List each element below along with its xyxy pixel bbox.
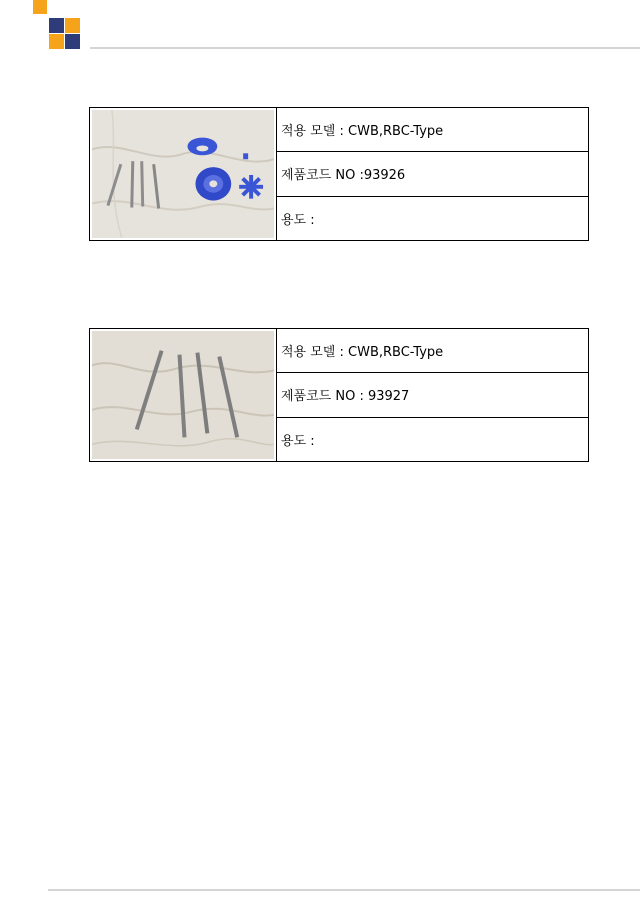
logo-square-orange-top [33, 0, 47, 14]
product-info-2 [277, 329, 588, 461]
footer-divider [48, 889, 640, 891]
model-row: 적용 모델 : CWB,RBC-Type [277, 329, 588, 373]
logo-square-orange-right [65, 18, 80, 33]
usage-row: 용도 : [281, 433, 315, 449]
header-divider [90, 47, 640, 49]
product-info-1 [277, 108, 588, 240]
product-photo-1 [90, 108, 277, 240]
product-card-1 [89, 107, 589, 241]
logo-square-navy-bottom [65, 34, 80, 49]
product-code-row: 제품코드 NO :93926 [277, 152, 588, 196]
product-card-2 [89, 328, 589, 462]
company-logo [0, 0, 90, 52]
product-image-2 [92, 331, 274, 459]
product-image-1 [92, 110, 274, 238]
logo-square-navy-top [49, 18, 64, 33]
usage-row: 용도 : [281, 212, 315, 228]
product-photo-2 [90, 329, 277, 461]
model-row: 적용 모델 : CWB,RBC-Type [277, 108, 588, 152]
product-code-row: 제품코드 NO : 93927 [277, 373, 588, 417]
logo-square-orange-bottom [49, 34, 64, 49]
